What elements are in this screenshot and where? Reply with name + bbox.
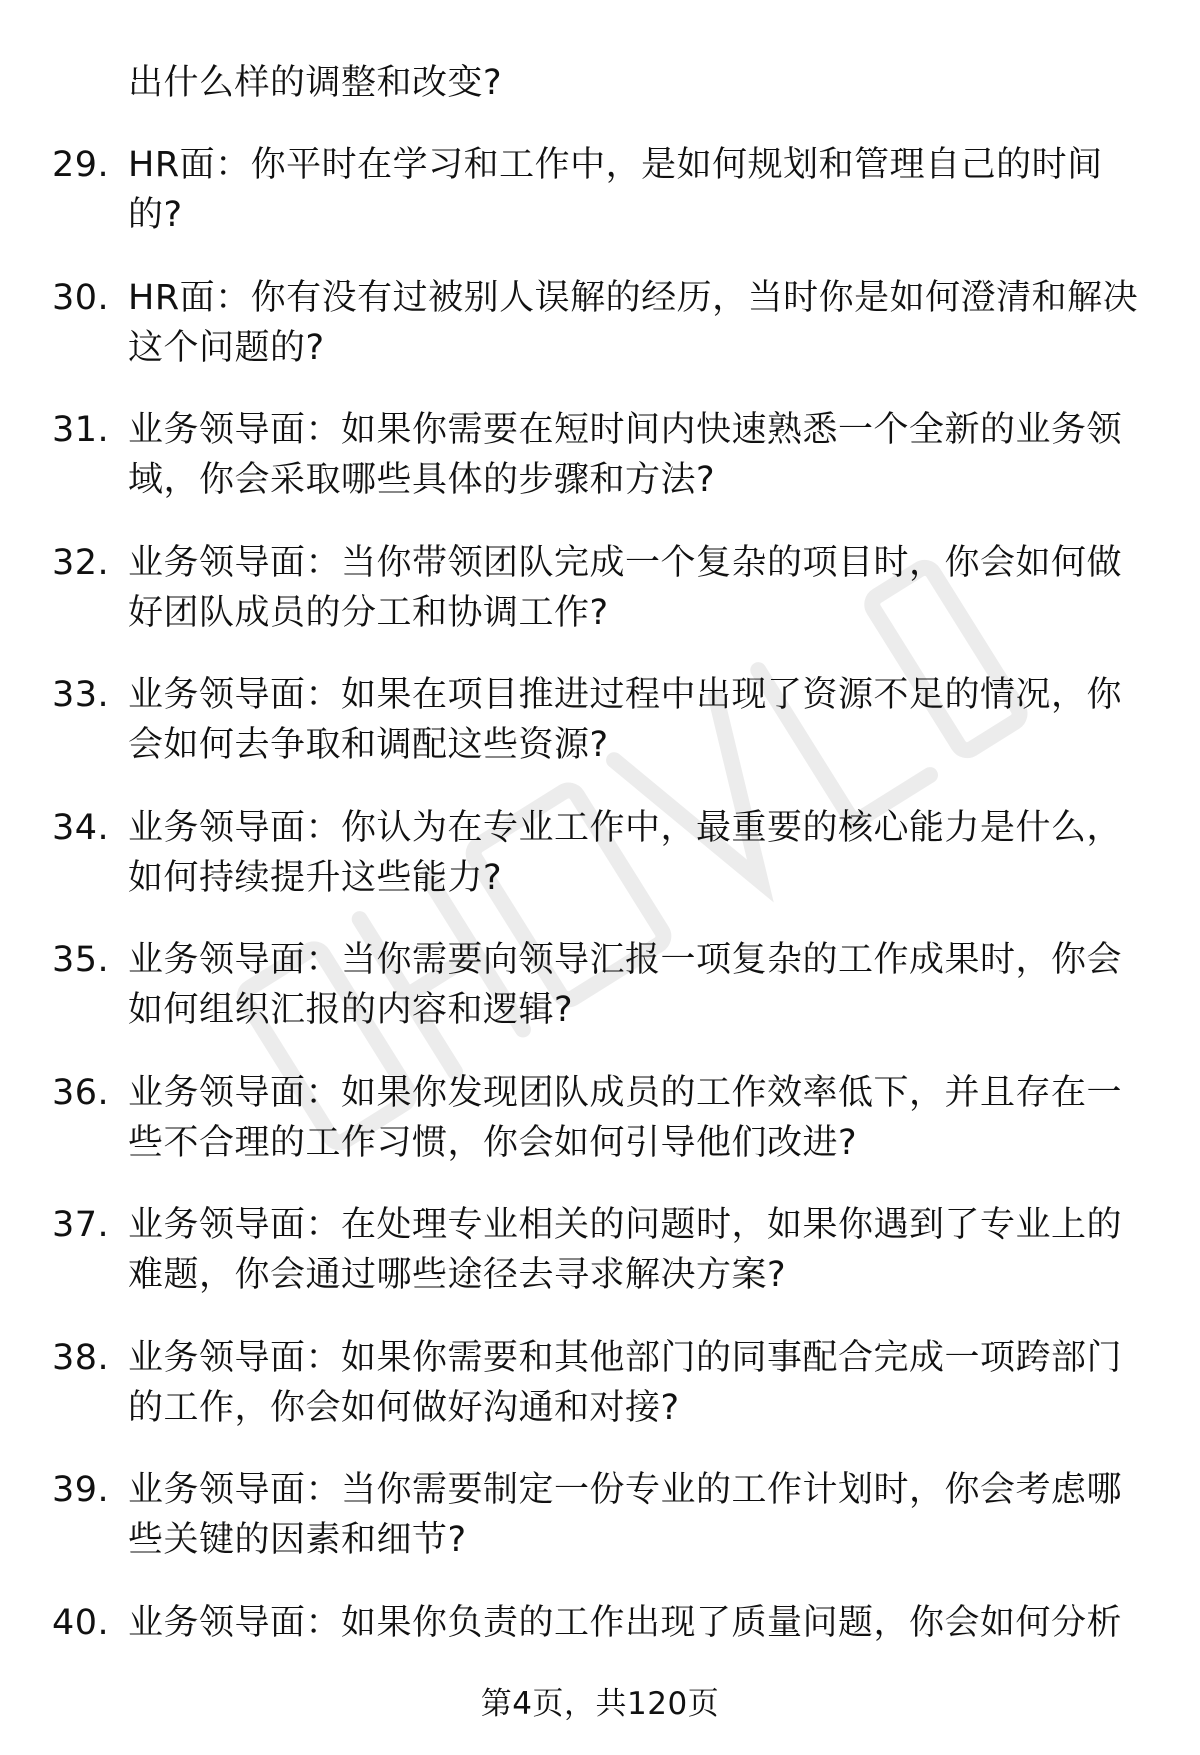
question-item — [0, 1333, 1200, 1466]
question-item — [0, 670, 1200, 803]
question-number: 32. — [52, 542, 110, 583]
question-number: 39. — [52, 1470, 110, 1510]
question-number: 31. — [52, 410, 110, 450]
continuation-text: 出什么样的调整和改变? — [128, 63, 503, 103]
question-text: 业务领导面：如果你需要和其他部门的同事配合完成一项跨部门的工作，你会如何做好沟通和对接? — [128, 1337, 1123, 1428]
question-text: 业务领导面：如果你需要在短时间内快速熟悉一个全新的业务领域，你会采取哪些具体的步骤和方法? — [128, 410, 1123, 500]
question-text: 业务领导面：当你需要向领导汇报一项复杂的工作成果时，你会如何组织汇报的内容和逻辑? — [128, 940, 1123, 1030]
question-item — [0, 273, 1200, 406]
question-number: 40. — [52, 1602, 110, 1643]
question-item — [0, 935, 1200, 1068]
question-number: 34. — [52, 807, 110, 848]
question-text: 业务领导面：如果你负责的工作出现了质量问题，你会如何分析 — [128, 1602, 1123, 1643]
question-item — [0, 140, 1200, 273]
question-list — [0, 140, 1200, 1730]
question-text: HR面：你平时在学习和工作中，是如何规划和管理自己的时间的? — [128, 145, 1103, 235]
question-number: 36. — [52, 1072, 110, 1113]
question-item — [0, 1200, 1200, 1333]
question-text: 业务领导面：如果在项目推进过程中出现了资源不足的情况，你会如何去争取和调配这些资源? — [128, 675, 1123, 765]
question-item — [0, 538, 1200, 671]
question-text: HR面：你有没有过被别人误解的经历，当时你是如何澄清和解决这个问题的? — [128, 277, 1139, 368]
question-item — [0, 1465, 1200, 1598]
question-text: 业务领导面：如果你发现团队成员的工作效率低下，并且存在一些不合理的工作习惯，你会如何引导他们改进? — [128, 1072, 1123, 1163]
page-footer: 第4页，共120页 — [480, 1686, 720, 1722]
question-text: 业务领导面：当你需要制定一份专业的工作计划时，你会考虑哪些关键的因素和细节? — [128, 1470, 1123, 1560]
question-number: 37. — [52, 1205, 110, 1245]
question-item — [0, 405, 1200, 538]
question-number: 30. — [52, 277, 110, 318]
question-text: 业务领导面：当你带领团队完成一个复杂的项目时，你会如何做好团队成员的分工和协调工作? — [128, 542, 1123, 633]
question-number: 35. — [52, 940, 110, 980]
question-text: 业务领导面：在处理专业相关的问题时，如果你遇到了专业上的难题，你会通过哪些途径去寻求解决方案? — [128, 1205, 1123, 1295]
question-number: 29. — [52, 145, 110, 185]
question-text: 业务领导面：你认为在专业工作中，最重要的核心能力是什么，如何持续提升这些能力? — [128, 807, 1123, 898]
question-item — [0, 803, 1200, 936]
question-item — [0, 1068, 1200, 1201]
question-number: 38. — [52, 1337, 110, 1378]
question-number: 33. — [52, 675, 110, 715]
